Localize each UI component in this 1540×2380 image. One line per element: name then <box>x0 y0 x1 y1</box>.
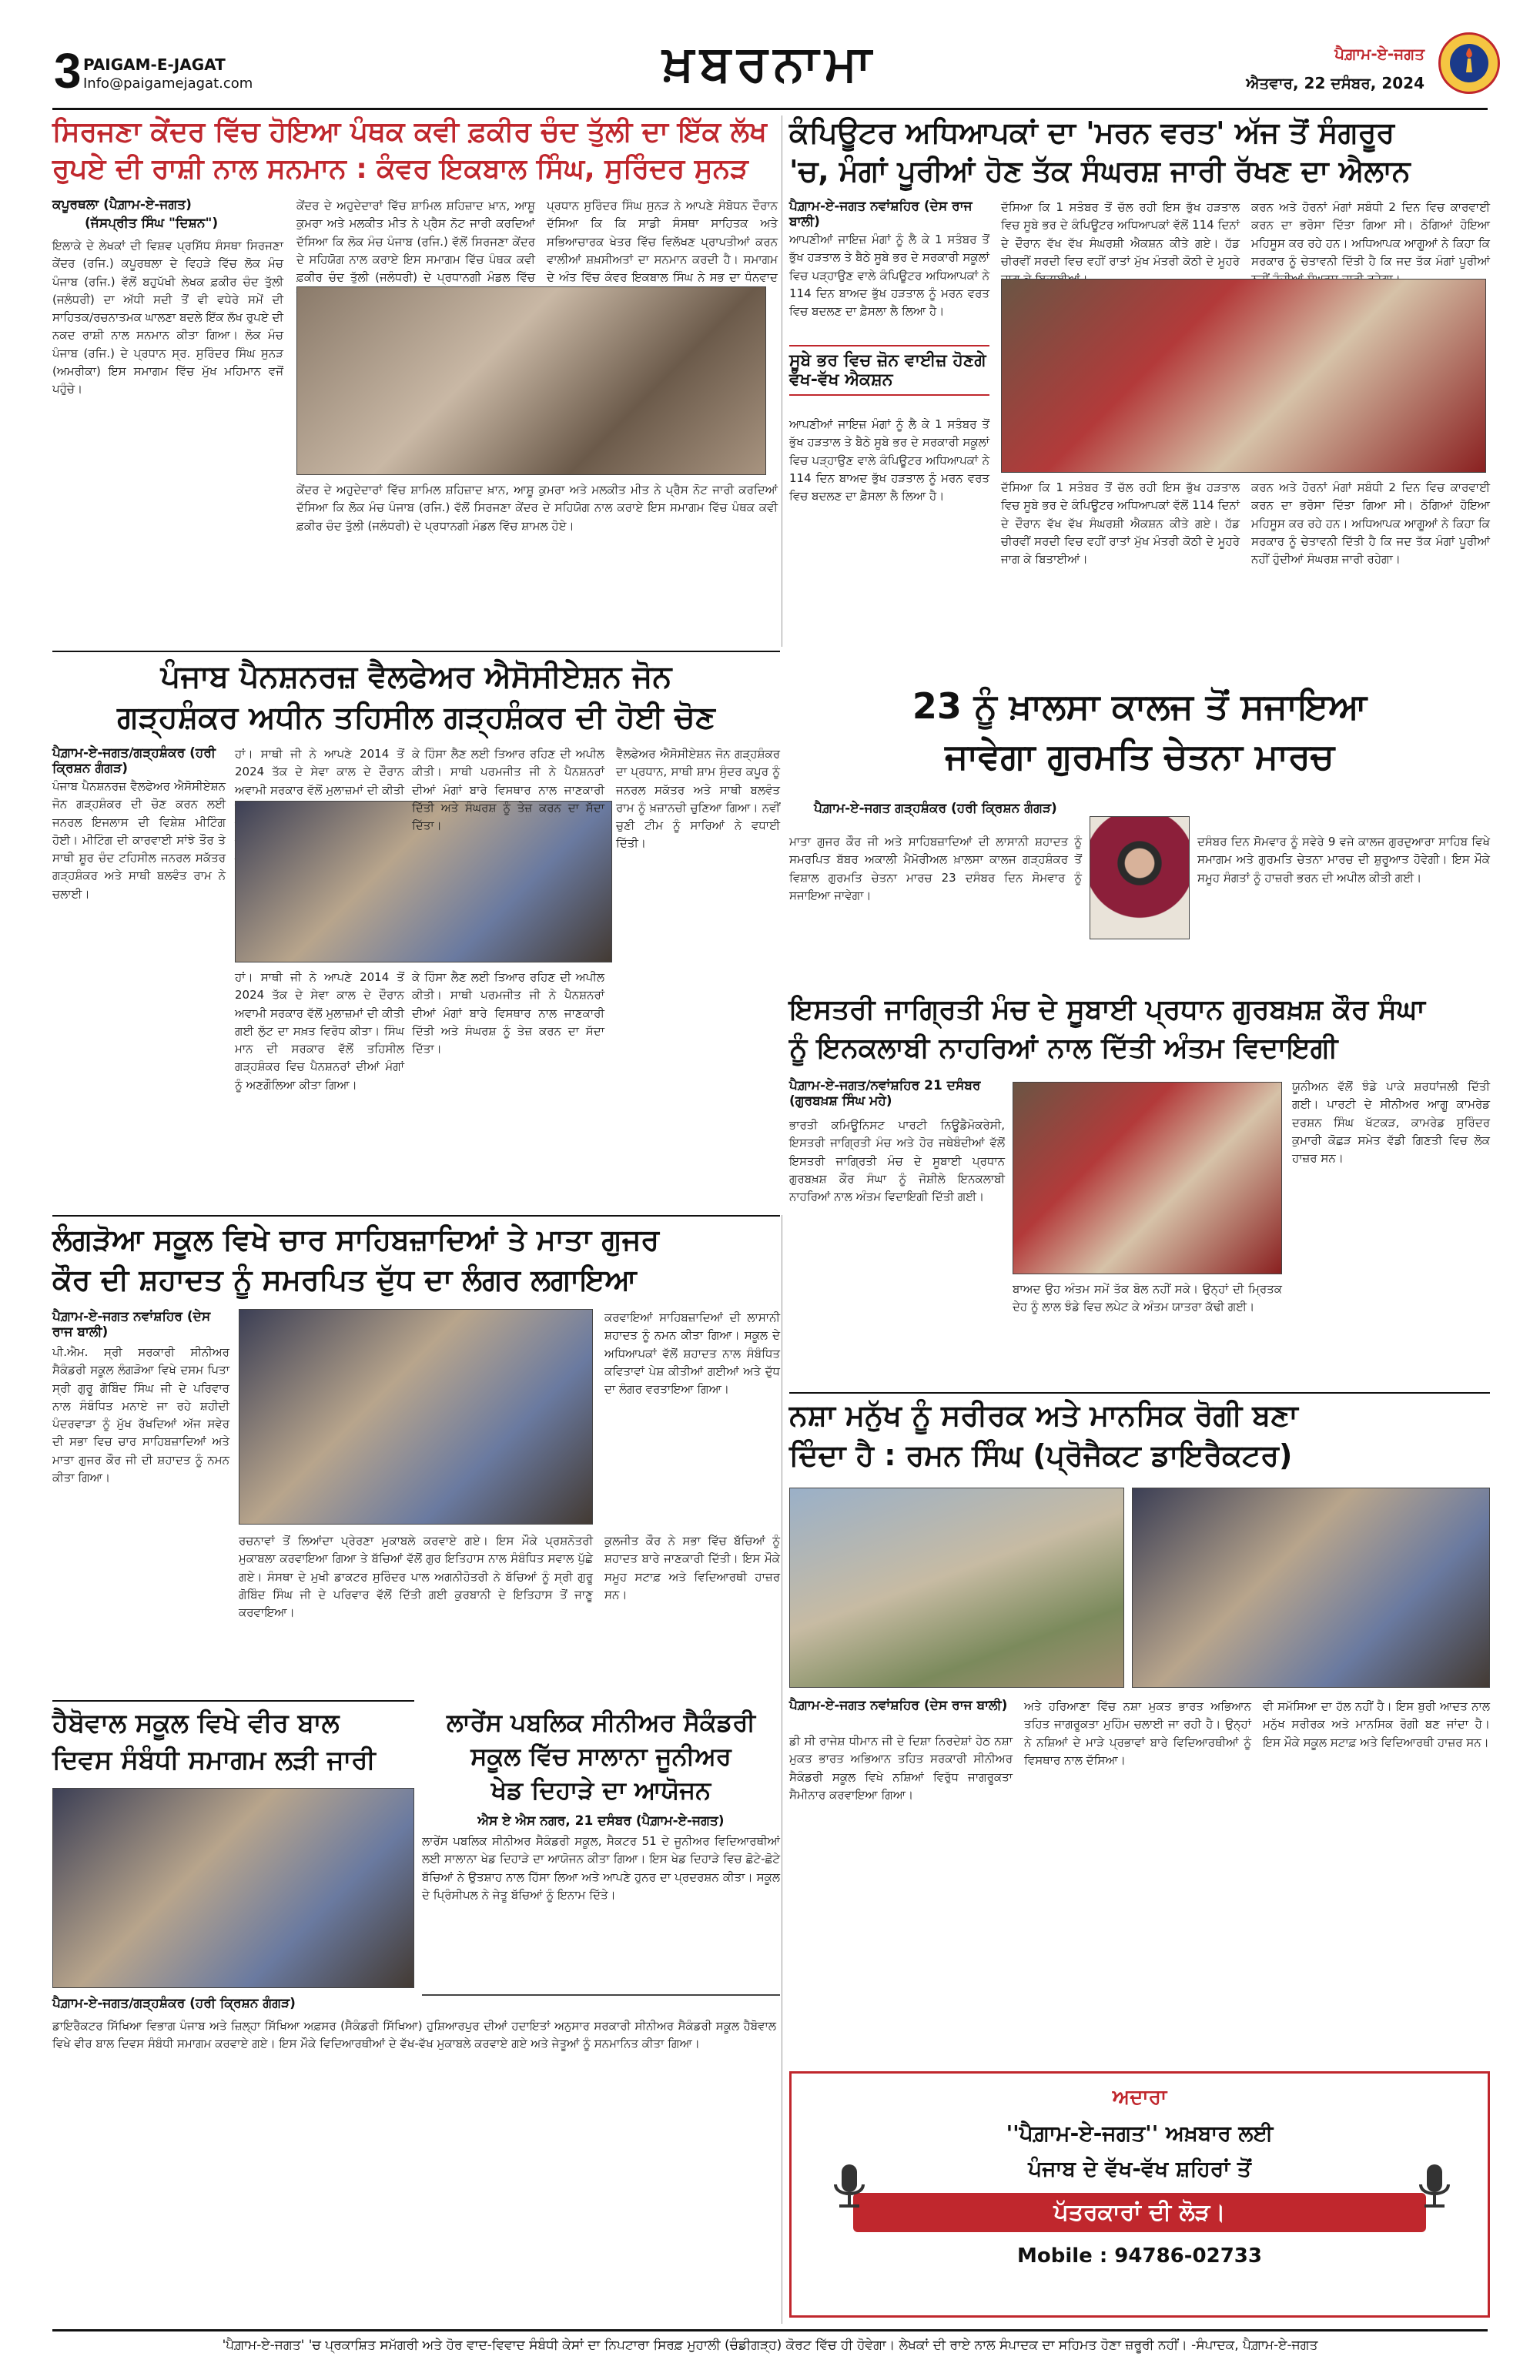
footer-disclaimer: 'ਪੈਗ਼ਾਮ-ਏ-ਜਗਤ' 'ਚ ਪ੍ਰਕਾਸ਼ਿਤ ਸਮੱਗਰੀ ਅਤੇ ਹੋਰ ਵਾਦ-ਵਿਵਾਦ ਸੰਬੰਧੀ ਕੇਸਾਂ ਦਾ ਨਿਪਟਾਰਾ ਸਿਰਫ਼ ਮੁਹਾਲੀ (ਚੰਡੀਗੜ੍ਹ) ਕੋਰਟ ਵਿੱਚ ਹੀ ਹੋਵੇਗਾ। ਲੇਖਕਾਂ ਦੀ ਰਾਏ ਨਾਲ ਸੰਪਾਦਕ ਦਾ ਸਹਿਮਤ ਹੋਣਾ ਜ਼ਰੂਰੀ ਨਹੀਂ। -ਸੰਪਾਦਕ, ਪੈਗ਼ਾਮ-ਏ-ਜਗਤ <box>222 2338 1318 2353</box>
article-body: ਯੂਨੀਅਨ ਵੱਲੋਂ ਝੰਡੇ ਪਾਕੇ ਸ਼ਰਧਾਂਜਲੀ ਦਿੱਤੀ ਗਈ। ਪਾਰਟੀ ਦੇ ਸੀਨੀਅਰ ਆਗੂ ਕਾਮਰੇਡ ਦਰਸ਼ਨ ਸਿੰਘ ਖੱਟਕੜ, ਕਾਮਰੇਡ ਸੁਰਿੰਦਰ ਕੁਮਾਰੀ ਕੋਛੜ ਸਮੇਤ ਵੱਡੀ ਗਿਣਤੀ ਵਿਚ ਲੋਕ ਹਾਜ਼ਰ ਸਨ। <box>1292 1080 1490 1165</box>
article-body: ਪੀ.ਐਮ. ਸ੍ਰੀ ਸਰਕਾਰੀ ਸੀਨੀਅਰ ਸੈਕੰਡਰੀ ਸਕੂਲ ਲੰਗੜੋਆ ਵਿਖੇ ਦਸਮ ਪਿਤਾ ਸ੍ਰੀ ਗੁਰੂ ਗੋਬਿੰਦ ਸਿੰਘ ਜੀ ਦੇ ਪਰਿਵਾਰ ਨਾਲ ਸੰਬੰਧਿਤ ਮਨਾਏ ਜਾ ਰਹੇ ਸ਼ਹੀਦੀ ਪੰਦਰਵਾੜਾ ਨੂੰ ਮੁੱਖ ਰੱਖਦਿਆਂ ਅੱਜ ਸਵੇਰ ਦੀ ਸਭਾ ਵਿਚ ਚਾਰ ਸਾਹਿਬਜ਼ਾਦਿਆਂ ਅਤੇ ਮਾਤਾ ਗੁਜਰ ਕੌਰ ਜੀ ਦੀ ਸ਼ਹਾਦਤ ਨੂੰ ਨਮਨ ਕੀਤਾ ਗਿਆ। <box>52 1345 229 1485</box>
section-rule <box>52 1215 780 1217</box>
headline-istri-2: ਨੂੰ ਇਨਕਲਾਬੀ ਨਾਹਰਿਆਂ ਨਾਲ ਦਿੱਤੀ ਅੰਤਮ ਵਿਦਾਇਗੀ <box>789 1033 1338 1064</box>
article-body: ਦਸੰਬਰ ਦਿਨ ਸੋਮਵਾਰ ਨੂੰ ਸਵੇਰੇ 9 ਵਜੇ ਕਾਲਜ ਗੁਰਦੁਆਰਾ ਸਾਹਿਬ ਵਿਖੇ ਸਮਾਗਮ ਅਤੇ ਗੁਰਮਤਿ ਚੇਤਨਾ ਮਾਰਚ ਦੀ ਸ਼ੁਰੂਆਤ ਹੋਵੇਗੀ। ਇਸ ਮੌਕੇ ਸਮੂਹ ਸੰਗਤਾਂ ਨੂੰ ਹਾਜ਼ਰੀ ਭਰਨ ਦੀ ਅਪੀਲ ਕੀਤੀ ਗਈ। <box>1197 835 1490 885</box>
article-body: ਅਤੇ ਹਰਿਆਣਾ ਵਿੱਚ ਨਸ਼ਾ ਮੁਕਤ ਭਾਰਤ ਅਭਿਆਨ ਤਹਿਤ ਜਾਗਰੂਕਤਾ ਮੁਹਿੰਮ ਚਲਾਈ ਜਾ ਰਹੀ ਹੈ। ਉਨ੍ਹਾਂ ਨੇ ਨਸ਼ਿਆਂ ਦੇ ਮਾੜੇ ਪ੍ਰਭਾਵਾਂ ਬਾਰੇ ਵਿਦਿਆਰਥੀਆਂ ਨੂੰ ਵਿਸਥਾਰ ਨਾਲ ਦੱਸਿਆ। <box>1024 1699 1251 1767</box>
headline-khalsa-1: 23 ਨੂੰ ਖ਼ਾਲਸਾ ਕਾਲਜ ਤੋਂ ਸਜਾਇਆ <box>912 685 1368 727</box>
headline-lawrence-3: ਖੇਡ ਦਿਹਾੜੇ ਦਾ ਆਯੋਜਨ <box>490 1776 711 1805</box>
paper-name: PAIGAM-E-JAGAT <box>83 55 226 74</box>
article-body: ਮਾਤਾ ਗੁਜਰ ਕੌਰ ਜੀ ਅਤੇ ਸਾਹਿਬਜ਼ਾਦਿਆਂ ਦੀ ਲਾਸਾਨੀ ਸ਼ਹਾਦਤ ਨੂੰ ਸਮਰਪਿਤ ਬੱਬਰ ਅਕਾਲੀ ਮੈਮੋਰੀਅਲ ਖ਼ਾਲਸਾ ਕਾਲਜ ਗੜ੍ਹਸ਼ੰਕਰ ਤੋਂ ਵਿਸ਼ਾਲ ਗੁਰਮਤਿ ਚੇਤਨਾ ਮਾਰਚ 23 ਦਸੰਬਰ ਦਿਨ ਸੋਮਵਾਰ ਨੂੰ ਸਜਾਇਆ ਜਾਵੇਗਾ। <box>789 835 1082 902</box>
article-body: ਵੀ ਸਮੱਸਿਆ ਦਾ ਹੱਲ ਨਹੀਂ ਹੈ। ਇਸ ਬੁਰੀ ਆਦਤ ਨਾਲ ਮਨੁੱਖ ਸਰੀਰਕ ਅਤੇ ਮਾਨਸਿਕ ਰੋਗੀ ਬਣ ਜਾਂਦਾ ਹੈ। ਇਸ ਮੌਕੇ ਸਕੂਲ ਸਟਾਫ਼ ਅਤੇ ਵਿਦਿਆਰਥੀ ਹਾਜ਼ਰ ਸਨ। <box>1263 1699 1490 1749</box>
headline-lawrence-1: ਲਾਰੇਂਸ ਪਬਲਿਕ ਸੀਨੀਅਰ ਸੈਕੰਡਰੀ <box>446 1708 756 1737</box>
dateline: ਐਸ ਏ ਐਸ ਨਗਰ, 21 ਦਸੰਬਰ (ਪੈਗ਼ਾਮ-ਏ-ਜਗਤ) <box>477 1813 725 1829</box>
headline-langroya-1: ਲੰਗੜੋਆ ਸਕੂਲ ਵਿਖੇ ਚਾਰ ਸਾਹਿਬਜ਼ਾਦਿਆਂ ਤੇ ਮਾਤਾ ਗੁਜਰ <box>52 1223 660 1257</box>
dateline: ਪੈਗ਼ਾਮ-ਏ-ਜਗਤ/ਨਵਾਂਸ਼ਹਿਰ 21 ਦਸੰਬਰ (ਗੁਰਬਖ਼ਸ਼ ਸਿੰਘ ਮਹੇ) <box>789 1078 981 1109</box>
article-photo <box>52 1788 414 1988</box>
section-rule <box>52 651 780 652</box>
headline-langroya-2: ਕੌਰ ਦੀ ਸ਼ਹਾਦਤ ਨੂੰ ਸਮਰਪਿਤ ਦੁੱਧ ਦਾ ਲੰਗਰ ਲਗਾਇਆ <box>52 1263 637 1297</box>
headline-pensioners-1: ਪੰਜਾਬ ਪੈਨਸ਼ਨਰਜ਼ ਵੈਲਫੇਅਰ ਐਸੋਸੀਏਸ਼ਨ ਜੋਨ <box>160 659 672 695</box>
recruitment-advert <box>789 2071 1490 2318</box>
article-body: ਕੇਂਦਰ ਦੇ ਅਹੁਦੇਦਾਰਾਂ ਵਿੱਚ ਸ਼ਾਮਿਲ ਸ਼ਹਿਜ਼ਾਦ ਖ਼ਾਨ, ਆਸ਼ੂ ਕੁਮਰਾ ਅਤੇ ਮਲਕੀਤ ਮੀਤ ਨੇ ਪ੍ਰੈਸ ਨੋਟ ਜਾਰੀ ਕਰਦਿਆਂ ਦੱਸਿਆ ਕਿ ਲੋਕ ਮੰਚ ਪੰਜਾਬ (ਰਜਿ.) ਵੱਲੋਂ ਸਿਰਜਣਾ ਕੇਂਦਰ ਦੇ ਸਹਿਯੋਗ ਨਾਲ ਕਰਾਏ ਇਸ ਸਮਾਗਮ ਵਿੱਚ ਪੰਥਕ ਕਵੀ ਫ਼ਕੀਰ ਚੰਦ ਤੁੱਲੀ (ਜਲੰਧਰੀ) ਦੇ ਪ੍ਰਧਾਨਗੀ ਮੰਡਲ ਵਿੱਚ ਸ਼ਾਮਲ ਹੋਏ। <box>296 483 778 533</box>
article-body: ਭਾਰਤੀ ਕਮਿਊਨਿਸਟ ਪਾਰਟੀ ਨਿਊਡੈਮੋਕਰੇਸੀ, ਇਸਤਰੀ ਜਾਗ੍ਰਿਤੀ ਮੰਚ ਅਤੇ ਹੋਰ ਜਥੇਬੰਦੀਆਂ ਵੱਲੋਂ ਇਸਤਰੀ ਜਾਗ੍ਰਿਤੀ ਮੰਚ ਦੇ ਸੂਬਾਈ ਪ੍ਰਧਾਨ ਗੁਰਬਖ਼ਸ਼ ਕੌਰ ਸੰਘਾ ਨੂੰ ਜੋਸ਼ੀਲੇ ਇਨਕਲਾਬੀ ਨਾਹਰਿਆਂ ਨਾਲ ਅੰਤਮ ਵਿਦਾਇਗੀ ਦਿੱਤੀ ਗਈ। <box>789 1118 1005 1203</box>
email-link[interactable]: Info@paigamejagat.com <box>83 75 253 92</box>
article-photo <box>239 1309 593 1525</box>
headline-lawrence-2: ਸਕੂਲ ਵਿੱਚ ਸਾਲਾਨਾ ਜੂਨੀਅਰ <box>470 1742 732 1771</box>
article-body: ਹਾਂ। ਸਾਥੀ ਜੀ ਨੇ ਆਪਣੇ 2014 ਤੋਂ 2024 ਤੱਕ ਦੇ ਸੇਵਾ ਕਾਲ ਦੇ ਦੌਰਾਨ ਅਵਾਮੀ ਸਰਕਾਰ ਵੱਲੋਂ ਮੁਲਾਜ਼ਮਾਂ ਦੀ ਕੀਤੀ ਗਈ ਲੁੱਟ ਦਾ ਸਖ਼ਤ ਵਿਰੋਧ ਕੀਤਾ। ਸਿੰਘ ਮਾਨ ਦੀ ਸਰਕਾਰ ਵੱਲੋਂ ਤਹਿਸੀਲ ਗੜ੍ਹਸ਼ੰਕਰ ਵਿਚ ਪੈਨਸ਼ਨਰਾਂ ਦੀਆਂ ਮੰਗਾਂ ਨੂੰ ਅਣਗੌਲਿਆ ਕੀਤਾ ਗਿਆ। <box>235 970 404 1092</box>
microphone-icon <box>1408 2158 1461 2212</box>
advert-line-2: ਪੰਜਾਬ ਦੇ ਵੱਖ-ਵੱਖ ਸ਼ਹਿਰਾਂ ਤੋਂ <box>1028 2156 1251 2181</box>
article-photo <box>789 1488 1124 1688</box>
article-subhead: ਸੂਬੇ ਭਰ ਵਿਚ ਜ਼ੋਨ ਵਾਈਜ਼ ਹੋਣਗੇ ਵੱਖ-ਵੱਖ ਐਕਸ਼ਨ <box>789 345 989 396</box>
issue-date: ਐਤਵਾਰ, 22 ਦਸੰਬਰ, 2024 <box>1246 74 1424 92</box>
article-body: ਇਲਾਕੇ ਦੇ ਲੇਖਕਾਂ ਦੀ ਵਿਸ਼ਵ ਪ੍ਰਸਿੱਧ ਸੰਸਥਾ ਸਿਰਜਣਾ ਕੇਂਦਰ (ਰਜਿ.) ਕਪੂਰਥਲਾ ਦੇ ਵਿਹੜੇ ਵਿੱਚ ਲੋਕ ਮੰਚ ਪੰਜਾਬ (ਰਜਿ.) ਵੱਲੋਂ ਬਹੁਪੱਖੀ ਲੇਖਕ ਫ਼ਕੀਰ ਚੰਦ ਤੁੱਲੀ (ਜਲੰਧਰੀ) ਦਾ ਅੱਧੀ ਸਦੀ ਤੋਂ ਵੀ ਵਧੇਰੇ ਸਮੇਂ ਦੀ ਸਾਹਿਤਕ/ਰਚਨਾਤਮਕ ਘਾਲਣਾ ਬਦਲੇ ਇੱਕ ਲੱਖ ਰੁਪਏ ਦੀ ਨਕਦ ਰਾਸ਼ੀ ਨਾਲ ਸਨਮਾਨ ਕੀਤਾ ਗਿਆ। ਲੋਕ ਮੰਚ ਪੰਜਾਬ (ਰਜਿ.) ਦੇ ਪ੍ਰਧਾਨ ਸ੍ਰ. ਸੁਰਿੰਦਰ ਸਿੰਘ ਸੁਨੜ (ਅਮਰੀਕਾ) ਇਸ ਸਮਾਗਮ ਵਿੱਚ ਮੁੱਖ ਮਹਿਮਾਨ ਵਜੋਂ ਪਹੁੰਚੇ। <box>52 239 283 396</box>
article-photo <box>422 1994 780 1996</box>
article-body: ਪ੍ਰਧਾਨ ਸੁਰਿੰਦਰ ਸਿੰਘ ਸੁਨੜ ਨੇ ਆਪਣੇ ਸੰਬੋਧਨ ਦੌਰਾਨ ਦੱਸਿਆ ਕਿ ਕਿ ਸਾਡੀ ਸੰਸਥਾ ਸਾਹਿਤਕ ਅਤੇ ਸਭਿਆਚਾਰਕ ਖੇਤਰ ਵਿੱਚ ਵਿਲੱਖਣ ਪ੍ਰਾਪਤੀਆਂ ਕਰਨ ਵਾਲੀਆਂ ਸ਼ਖ਼ਸੀਅਤਾਂ ਦਾ ਸਨਮਾਨ ਕਰਦੀ ਹੈ। ਸਮਾਗਮ ਦੇ ਅੰਤ ਵਿੱਚ ਕੰਵਰ ਇਕਬਾਲ ਸਿੰਘ ਨੇ ਸਭ ਦਾ ਧੰਨਵਾਦ <box>547 199 778 284</box>
section-rule <box>52 1700 414 1702</box>
advert-mobile[interactable]: Mobile : 94786-02733 <box>1016 2244 1262 2268</box>
article-body: ਦੱਸਿਆ ਕਿ 1 ਸਤੰਬਰ ਤੋਂ ਚੱਲ ਰਹੀ ਇਸ ਭੁੱਖ ਹੜਤਾਲ ਵਿਚ ਸੂਬੇ ਭਰ ਦੇ ਕੰਪਿਊਟਰ ਅਧਿਆਪਕਾਂ ਵੱਲੋਂ 114 ਦਿਨਾਂ ਦੇ ਦੌਰਾਨ ਵੱਖ ਵੱਖ ਸੰਘਰਸ਼ੀ ਐਕਸ਼ਨ ਕੀਤੇ ਗਏ। ਹੱਡ ਚੀਰਵੀਂ ਸਰਦੀ ਵਿਚ ਵਹੀਂ ਰਾਤਾਂ ਮੁੱਖ ਮੰਤਰੀ ਕੋਠੀ ਦੇ ਮੂਹਰੇ ਜਾਗ ਕੇ ਬਿਤਾਈਆਂ। <box>1001 480 1240 566</box>
advert-label: ਅਦਾਰਾ <box>1112 2086 1167 2109</box>
article-body: ਦੱਸਿਆ ਕਿ 1 ਸਤੰਬਰ ਤੋਂ ਚੱਲ ਰਹੀ ਇਸ ਭੁੱਖ ਹੜਤਾਲ ਵਿਚ ਸੂਬੇ ਭਰ ਦੇ ਕੰਪਿਊਟਰ ਅਧਿਆਪਕਾਂ ਵੱਲੋਂ 114 ਦਿਨਾਂ ਦੇ ਦੌਰਾਨ ਵੱਖ ਵੱਖ ਸੰਘਰਸ਼ੀ ਐਕਸ਼ਨ ਕੀਤੇ ਗਏ। ਹੱਡ ਚੀਰਵੀਂ ਸਰਦੀ ਵਿਚ ਵਹੀਂ ਰਾਤਾਂ ਮੁੱਖ ਮੰਤਰੀ ਕੋਠੀ ਦੇ ਮੂਹਰੇ <box>1001 200 1240 268</box>
headline-pensioners-2: ਗੜ੍ਹਸ਼ੰਕਰ ਅਧੀਨ ਤਹਿਸੀਲ ਗੜ੍ਹਸ਼ੰਕਰ ਦੀ ਹੋਈ ਚੋਣ <box>117 700 715 735</box>
headline-istri-1: ਇਸਤਰੀ ਜਾਗ੍ਰਿਤੀ ਮੰਚ ਦੇ ਸੂਬਾਈ ਪ੍ਰਧਾਨ ਗੁਰਬਖ਼ਸ਼ ਕੌਰ ਸੰਘਾ <box>789 994 1425 1026</box>
article-body: ਲਾਰੇਂਸ ਪਬਲਿਕ ਸੀਨੀਅਰ ਸੈਕੰਡਰੀ ਸਕੂਲ, ਸੈਕਟਰ 51 ਦੇ ਜੂਨੀਅਰ ਵਿਦਿਆਰਥੀਆਂ ਲਈ ਸਾਲਾਨਾ ਖੇਡ ਦਿਹਾੜੇ ਦਾ ਆਯੋਜਨ ਕੀਤਾ ਗਿਆ। ਇਸ ਖੇਡ ਦਿਹਾੜੇ ਵਿਚ ਛੋਟੇ-ਛੋਟੇ ਬੱਚਿਆਂ ਨੇ ਉਤਸ਼ਾਹ ਨਾਲ ਹਿੱਸਾ ਲਿਆ ਅਤੇ ਆਪਣੇ ਹੁਨਰ ਦਾ ਪ੍ਰਦਰਸ਼ਨ ਕੀਤਾ। ਸਕੂਲ ਦੇ ਪ੍ਰਿੰਸੀਪਲ ਨੇ ਜੇਤੂ ਬੱਚਿਆਂ ਨੂੰ ਇਨਾਮ ਦਿੱਤੇ। <box>422 1834 780 1902</box>
footer-rule <box>52 2329 1488 2331</box>
article-body: ਕਰਨ ਅਤੇ ਹੋਰਨਾਂ ਮੰਗਾਂ ਸਬੰਧੀ 2 ਦਿਨ ਵਿਚ ਕਾਰਵਾਈ ਕਰਨ ਦਾ ਭਰੋਸਾ ਦਿੱਤਾ ਗਿਆ ਸੀ। ਠੋਗਿਆਂ ਹੋਇਆ ਮਹਿਸੂਸ ਕਰ ਰਹੇ ਹਨ। ਅਧਿਆਪਕ ਆਗੂਆਂ ਨੇ ਕਿਹਾ ਕਿ ਸਰਕਾਰ ਨੂੰ ਚੇਤਾਵਨੀ ਦਿੱਤੀ ਹੈ ਕਿ ਜਦ ਤੱਕ ਮੰਗਾਂ ਪੂਰੀਆਂ ਨਹੀਂ ਹੁੰਦੀਆਂ ਸੰਘਰਸ਼ ਜਾਰੀ ਰਹੇਗਾ। <box>1251 480 1490 566</box>
article-body: ਪੰਜਾਬ ਪੈਨਸ਼ਨਰਜ਼ ਵੈਲਫੇਅਰ ਐਸੋਸੀਏਸ਼ਨ ਜੋਨ ਗੜ੍ਹਸ਼ੰਕਰ ਦੀ ਚੋਣ ਕਰਨ ਲਈ ਜਨਰਲ ਇਜਲਾਸ ਦੀ ਵਿਸ਼ੇਸ਼ ਮੀਟਿੰਗ ਹੋਈ। ਮੀਟਿੰਗ ਦੀ ਕਾਰਵਾਈ ਸਾਂਝੇ ਤੌਰ ਤੇ ਸਾਥੀ ਸ਼ੂਰ ਚੰਦ ਟਹਿਸੀਲ ਜਨਰਲ ਸਕੱਤਰ ਗੜ੍ਹਸ਼ੰਕਰ ਅਤੇ ਸਾਥੀ ਬਲਵੰਤ ਰਾਮ ਨੇ ਚਲਾਈ। <box>52 779 226 901</box>
headline-computer-2: 'ਚ, ਮੰਗਾਂ ਪੂਰੀਆਂ ਹੋਣ ਤੱਕ ਸੰਘਰਸ਼ ਜਾਰੀ ਰੱਖਣ ਦਾ ਐਲਾਨ <box>789 154 1411 188</box>
dateline: ਪੈਗ਼ਾਮ-ਏ-ਜਗਤ ਨਵਾਂਸ਼ਹਿਰ (ਦੇਸ ਰਾਜ ਬਾਲੀ) <box>52 1309 211 1340</box>
article-photo <box>296 286 766 475</box>
torch-icon <box>1448 42 1491 85</box>
headline-nasha-1: ਨਸ਼ਾ ਮਨੁੱਖ ਨੂੰ ਸਰੀਰਕ ਅਤੇ ਮਾਨਸਿਕ ਰੋਗੀ ਬਣਾ <box>789 1398 1298 1432</box>
dateline: ਕਪੂਰਥਲਾ (ਪੈਗ਼ਾਮ-ਏ-ਜਗਤ) <box>52 197 192 213</box>
page-number: 3 <box>54 43 82 99</box>
article-body: ਕੇ ਹਿੰਸਾ ਲੈਣ ਲਈ ਤਿਆਰ ਰਹਿਣ ਦੀ ਅਪੀਲ ਕੀਤੀ। ਸਾਥੀ ਪਰਮਜੀਤ ਜੀ ਨੇ ਪੈਨਸ਼ਨਰਾਂ ਦੀਆਂ ਮੰਗਾਂ ਬਾਰੇ ਵਿਸਥਾਰ ਨਾਲ ਜਾਣਕਾਰੀ ਦਿੱਤੀ ਅਤੇ ਸੰਘਰਸ਼ ਨੂੰ ਤੇਜ਼ ਕਰਨ ਦਾ ਸੱਦਾ ਦਿੱਤਾ। <box>412 747 604 832</box>
article-body: ਕੁਲਜੀਤ ਕੌਰ ਨੇ ਸਭਾ ਵਿੱਚ ਬੱਚਿਆਂ ਨੂੰ ਸ਼ਹਾਦਤ ਬਾਰੇ ਜਾਣਕਾਰੀ ਦਿੱਤੀ। ਇਸ ਮੌਕੇ ਸਮੂਹ ਸਟਾਫ਼ ਅਤੇ ਵਿਦਿਆਰਥੀ ਹਾਜ਼ਰ ਸਨ। <box>604 1534 780 1602</box>
article-body: ਡਾਇਰੈਕਟਰ ਸਿੱਖਿਆ ਵਿਭਾਗ ਪੰਜਾਬ ਅਤੇ ਜ਼ਿਲ੍ਹਾ ਸਿੱਖਿਆ ਅਫ਼ਸਰ (ਸੈਕੰਡਰੀ ਸਿੱਖਿਆ) ਹੁਸ਼ਿਆਰਪੁਰ ਦੀਆਂ ਹਦਾਇਤਾਂ ਅਨੁਸਾਰ ਸਰਕਾਰੀ ਸੀਨੀਅਰ ਸੈਕੰਡਰੀ ਸਕੂਲ ਹੈਬੋਵਾਲ ਵਿਖੇ ਵੀਰ ਬਾਲ ਦਿਵਸ ਸੰਬੰਧੀ ਸਮਾਗਮ ਕਰਵਾਏ ਗਏ। ਇਸ ਮੌਕੇ ਵਿਦਿਆਰਥੀਆਂ ਦੇ ਵੱਖ-ਵੱਖ ਮੁਕਾਬਲੇ ਕਰਵਾਏ ਗਏ ਅਤੇ ਜੇਤੂਆਂ ਨੂੰ ਸਨਮਾਨਿਤ ਕੀਤਾ ਗਿਆ। <box>52 2019 776 2051</box>
dateline: ਪੈਗ਼ਾਮ-ਏ-ਜਗਤ ਨਵਾਂਸ਼ਹਿਰ (ਦੇਸ ਰਾਜ ਬਾਲੀ) <box>789 199 973 229</box>
headline-sirjanda-1: ਸਿਰਜਣਾ ਕੇਂਦਰ ਵਿੱਚ ਹੋਇਆ ਪੰਥਕ ਕਵੀ ਫ਼ਕੀਰ ਚੰਦ ਤੁੱਲੀ ਦਾ ਇੱਕ ਲੱਖ <box>52 116 767 148</box>
portrait-photo <box>1090 816 1190 939</box>
article-body: ਬਾਅਦ ਉਹ ਅੰਤਮ ਸਮੇਂ ਤੱਕ ਬੋਲ ਨਹੀਂ ਸਕੇ। ਉਨ੍ਹਾਂ ਦੀ ਮ੍ਰਿਤਕ ਦੇਹ ਨੂੰ ਲਾਲ ਝੰਡੇ ਵਿਚ ਲਪੇਟ ਕੇ ਅੰਤਮ ਯਾਤਰਾ ਕੱਢੀ ਗਈ। <box>1013 1282 1282 1314</box>
section-title: ਖ਼ਬਰਨਾਮਾ <box>662 35 878 92</box>
article-body: ਹਾਂ। ਸਾਥੀ ਜੀ ਨੇ ਆਪਣੇ 2014 ਤੋਂ 2024 ਤੱਕ ਦੇ ਸੇਵਾ ਕਾਲ ਦੇ ਦੌਰਾਨ ਅਵਾਮੀ ਸਰਕਾਰ ਵੱਲੋਂ ਮੁਲਾਜ਼ਮਾਂ ਦੀ ਕੀਤੀ <box>235 747 404 797</box>
dateline: ਪੈਗ਼ਾਮ-ਏ-ਜਗਤ ਨਵਾਂਸ਼ਹਿਰ (ਦੇਸ ਰਾਜ ਬਾਲੀ) <box>789 1698 1008 1713</box>
article-photo <box>1132 1488 1490 1688</box>
headline-haibowal-1: ਹੈਬੋਵਾਲ ਸਕੂਲ ਵਿਖੇ ਵੀਰ ਬਾਲ <box>52 1708 340 1739</box>
article-body: ਕੇਂਦਰ ਦੇ ਅਹੁਦੇਦਾਰਾਂ ਵਿੱਚ ਸ਼ਾਮਿਲ ਸ਼ਹਿਜ਼ਾਦ ਖ਼ਾਨ, ਆਸ਼ੂ ਕੁਮਰਾ ਅਤੇ ਮਲਕੀਤ ਮੀਤ ਨੇ ਪ੍ਰੈਸ ਨੋਟ ਜਾਰੀ ਕਰਦਿਆਂ ਦੱਸਿਆ ਕਿ ਲੋਕ ਮੰਚ ਪੰਜਾਬ (ਰਜਿ.) ਵੱਲੋਂ ਸਿਰਜਣਾ ਕੇਂਦਰ ਦੇ ਸਹਿਯੋਗ ਨਾਲ ਕਰਾਏ ਇਸ ਸਮਾਗਮ ਵਿੱਚ ਪੰਥਕ ਕਵੀ ਫ਼ਕੀਰ ਚੰਦ ਤੁੱਲੀ (ਜਲੰਧਰੀ) ਦੇ ਪ੍ਰਧਾਨਗੀ ਮੰਡਲ ਵਿੱਚ <box>296 199 535 284</box>
brand-name: ਪੈਗ਼ਾਮ-ਏ-ਜਗਤ <box>1334 45 1424 63</box>
dateline: ਪੈਗ਼ਾਮ-ਏ-ਜਗਤ/ਗੜ੍ਹਸ਼ੰਕਰ (ਹਰੀ ਕ੍ਰਿਸ਼ਨ ਗੰਗੜ) <box>52 1996 296 2011</box>
article-photo <box>1013 1082 1282 1274</box>
advert-line-3: ਪੱਤਰਕਾਰਾਂ ਦੀ ਲੋੜ। <box>853 2193 1426 2232</box>
advert-line-1: ''ਪੈਗ਼ਾਮ-ਏ-ਜਗਤ'' ਅਖ਼ਬਾਰ ਲਈ <box>1006 2121 1274 2146</box>
paper-logo <box>1438 32 1500 94</box>
headline-computer-1: ਕੰਪਿਊਟਰ ਅਧਿਆਪਕਾਂ ਦਾ 'ਮਰਨ ਵਰਤ' ਅੱਜ ਤੋਂ ਸੰਗਰੂਰ <box>789 115 1395 149</box>
article-body: ਕਰਨ ਅਤੇ ਹੋਰਨਾਂ ਮੰਗਾਂ ਸਬੰਧੀ 2 ਦਿਨ ਵਿਚ ਕਾਰਵਾਈ ਕਰਨ ਦਾ ਭਰੋਸਾ ਦਿੱਤਾ ਗਿਆ ਸੀ। ਠੋਗਿਆਂ ਹੋਇਆ ਮਹਿਸੂਸ ਕਰ ਰਹੇ ਹਨ। ਅਧਿਆਪਕ ਆਗੂਆਂ ਨੇ ਕਿਹਾ ਕਿ ਸਰਕਾਰ ਨੂੰ ਚੇਤਾਵਨੀ ਦਿੱਤੀ ਹੈ ਕਿ ਜਦ ਤੱਕ ਮੰਗਾਂ ਪੂਰੀਆਂ <box>1251 200 1490 268</box>
headline-haibowal-2: ਦਿਵਸ ਸੰਬੰਧੀ ਸਮਾਗਮ ਲੜੀ ਜਾਰੀ <box>52 1745 376 1776</box>
section-rule <box>789 1392 1490 1394</box>
article-body: ਆਪਣੀਆਂ ਜਾਇਜ਼ ਮੰਗਾਂ ਨੂੰ ਲੈ ਕੇ 1 ਸਤੰਬਰ ਤੋਂ ਭੁੱਖ ਹੜਤਾਲ ਤੇ ਬੈਠੇ ਸੂਬੇ ਭਰ ਦੇ ਸਰਕਾਰੀ ਸਕੂਲਾਂ ਵਿਚ ਪੜ੍ਹਾਉਣ ਵਾਲੇ ਕੰਪਿਊਟਰ ਅਧਿਆਪਕਾਂ ਨੇ 114 ਦਿਨ ਬਾਅਦ ਭੁੱਖ ਹੜਤਾਲ ਨੂੰ ਮਰਨ ਵਰਤ ਵਿਚ ਬਦਲਣ ਦਾ ਫ਼ੈਸਲਾ ਲੈ ਲਿਆ ਹੈ। <box>789 233 989 318</box>
dateline: ਪੈਗ਼ਾਮ-ਏ-ਜਗਤ/ਗੜ੍ਹਸ਼ੰਕਰ (ਹਰੀ ਕ੍ਰਿਸ਼ਨ ਗੰਗੜ) <box>52 745 216 776</box>
article-body: ਰਚਨਾਵਾਂ ਤੋਂ ਲਿਆਂਦਾ ਪ੍ਰੇਰਣਾ ਮੁਕਾਬਲੇ ਕਰਵਾਏ ਗਏ। ਇਸ ਮੌਕੇ ਪ੍ਰਸ਼ਨੋਤਰੀ ਮੁਕਾਬਲਾ ਕਰਵਾਇਆ ਗਿਆ ਤੇ ਬੱਚਿਆਂ ਵੱਲੋਂ ਗੁਰ ਇਤਿਹਾਸ ਨਾਲ ਸੰਬੰਧਿਤ ਸਵਾਲ ਪੁੱਛੇ ਗਏ। ਸੰਸਥਾ ਦੇ ਮੁਖੀ ਡਾਕਟਰ ਸੁਰਿੰਦਰ ਪਾਲ ਅਗਨੀਹੋਤਰੀ ਨੇ ਬੱਚਿਆਂ ਨੂੰ ਸ੍ਰੀ ਗੁਰੂ ਗੋਬਿੰਦ ਸਿੰਘ ਜੀ ਦੇ ਪਰਿਵਾਰ ਵੱਲੋਂ ਦਿੱਤੀ ਗਈ ਕੁਰਬਾਨੀ ਦੇ ਇਤਿਹਾਸ ਤੋਂ ਜਾਣੂ ਕਰਵਾਇਆ। <box>239 1534 593 1619</box>
headline-sirjanda-2: ਰੁਪਏ ਦੀ ਰਾਸ਼ੀ ਨਾਲ ਸਨਮਾਨ : ਕੰਵਰ ਇਕਬਾਲ ਸਿੰਘ, ਸੁਰਿੰਦਰ ਸੁਨੜ <box>52 153 748 185</box>
article-body: ਵੈਲਫੇਅਰ ਐਸੋਸੀਏਸ਼ਨ ਜੋਨ ਗੜ੍ਹਸ਼ੰਕਰ ਦਾ ਪ੍ਰਧਾਨ, ਸਾਥੀ ਸ਼ਾਮ ਸੁੰਦਰ ਕਪੂਰ ਨੂੰ ਜਨਰਲ ਸਕੱਤਰ ਅਤੇ ਸਾਥੀ ਬਲਵੰਤ ਰਾਮ ਨੂੰ ਖ਼ਜ਼ਾਨਚੀ ਚੁਣਿਆ ਗਿਆ। ਨਵੀਂ ਚੁਣੀ ਟੀਮ ਨੂੰ ਸਾਰਿਆਂ ਨੇ ਵਧਾਈ ਦਿੱਤੀ। <box>616 747 780 851</box>
microphone-icon <box>822 2158 876 2212</box>
article-photo <box>1001 279 1486 473</box>
article-body: ਆਪਣੀਆਂ ਜਾਇਜ਼ ਮੰਗਾਂ ਨੂੰ ਲੈ ਕੇ 1 ਸਤੰਬਰ ਤੋਂ ਭੁੱਖ ਹੜਤਾਲ ਤੇ ਬੈਠੇ ਸੂਬੇ ਭਰ ਦੇ ਸਰਕਾਰੀ ਸਕੂਲਾਂ ਵਿਚ ਪੜ੍ਹਾਉਣ ਵਾਲੇ ਕੰਪਿਊਟਰ ਅਧਿਆਪਕਾਂ ਨੇ 114 ਦਿਨ ਬਾਅਦ ਭੁੱਖ ਹੜਤਾਲ ਨੂੰ ਮਰਨ ਵਰਤ ਵਿਚ ਬਦਲਣ ਦਾ ਫ਼ੈਸਲਾ ਲੈ ਲਿਆ ਹੈ। <box>789 417 989 503</box>
headline-khalsa-2: ਜਾਵੇਗਾ ਗੁਰਮਤਿ ਚੇਤਨਾ ਮਾਰਚ <box>945 735 1334 777</box>
article-body: ਕਰਵਾਇਆਂ ਸਾਹਿਬਜ਼ਾਦਿਆਂ ਦੀ ਲਾਸਾਨੀ ਸ਼ਹਾਦਤ ਨੂੰ ਨਮਨ ਕੀਤਾ ਗਿਆ। ਸਕੂਲ ਦੇ ਅਧਿਆਪਕਾਂ ਵੱਲੋਂ ਸ਼ਹਾਦਤ ਨਾਲ ਸੰਬੰਧਿਤ ਕਵਿਤਾਵਾਂ ਪੇਸ਼ ਕੀਤੀਆਂ ਗਈਆਂ ਅਤੇ ਦੁੱਧ ਦਾ ਲੰਗਰ ਵਰਤਾਇਆ ਗਿਆ। <box>604 1311 780 1396</box>
headline-nasha-2: ਦਿੰਦਾ ਹੈ : ਰਮਨ ਸਿੰਘ (ਪ੍ਰੋਜੈਕਟ ਡਾਇਰੈਕਟਰ) <box>789 1438 1293 1472</box>
dateline: ਪੈਗ਼ਾਮ-ਏ-ਜਗਤ ਗੜ੍ਹਸ਼ੰਕਰ (ਹਰੀ ਕ੍ਰਿਸ਼ਨ ਗੰਗੜ) <box>814 801 1057 816</box>
article-body: ਕੇ ਹਿੰਸਾ ਲੈਣ ਲਈ ਤਿਆਰ ਰਹਿਣ ਦੀ ਅਪੀਲ ਕੀਤੀ। ਸਾਥੀ ਪਰਮਜੀਤ ਜੀ ਨੇ ਪੈਨਸ਼ਨਰਾਂ ਦੀਆਂ ਮੰਗਾਂ ਬਾਰੇ ਵਿਸਥਾਰ ਨਾਲ ਜਾਣਕਾਰੀ ਦਿੱਤੀ ਅਤੇ ਸੰਘਰਸ਼ ਨੂੰ ਤੇਜ਼ ਕਰਨ ਦਾ ਸੱਦਾ ਦਿੱਤਾ। <box>412 970 604 1056</box>
byline: (ਜੱਸਪ੍ਰੀਤ ਸਿੰਘ "ਦਿਸ਼ਨ") <box>85 216 219 231</box>
article-body: ਡੀ ਸੀ ਰਾਜੇਸ਼ ਧੀਮਾਨ ਜੀ ਦੇ ਦਿਸ਼ਾ ਨਿਰਦੇਸ਼ਾਂ ਹੇਠ ਨਸ਼ਾ ਮੁਕਤ ਭਾਰਤ ਅਭਿਆਨ ਤਹਿਤ ਸਰਕਾਰੀ ਸੀਨੀਅਰ ਸੈਕੰਡਰੀ ਸਕੂਲ ਵਿਖੇ ਨਸ਼ਿਆਂ ਵਿਰੁੱਧ ਜਾਗਰੂਕਤਾ ਸੈਮੀਨਾਰ ਕਰਵਾਇਆ ਗਿਆ। <box>789 1734 1013 1802</box>
masthead-rule <box>52 108 1488 110</box>
